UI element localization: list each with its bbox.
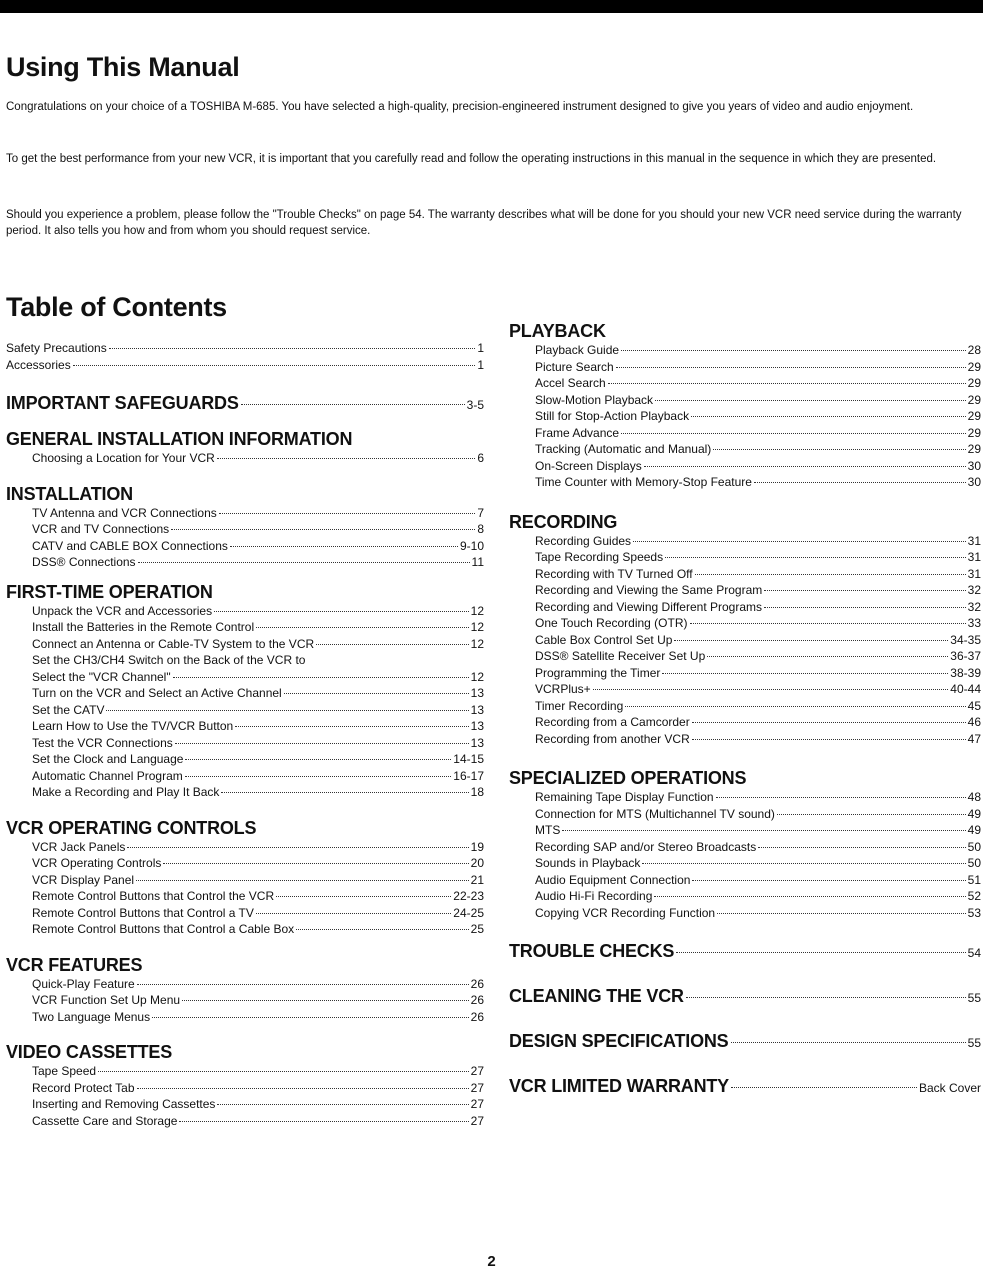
toc-entry[interactable]: VCR Operating Controls 20 xyxy=(32,856,484,870)
toc-entry[interactable]: Playback Guide 28 xyxy=(535,343,981,357)
toc-entry[interactable]: Remote Control Buttons that Control a Cable Box 25 xyxy=(32,922,484,936)
toc-section-first-time-operation xyxy=(6,581,484,801)
toc-entry[interactable]: VCR and TV Connections 8 xyxy=(32,522,484,536)
toc-entry[interactable]: Remote Control Buttons that Control a TV 24-25 xyxy=(32,905,484,920)
top-rule xyxy=(0,0,983,13)
toc-entry[interactable]: VCR Display Panel 21 xyxy=(32,872,484,887)
toc-entry[interactable]: Tape Speed 27 xyxy=(32,1064,484,1078)
section-heading: RECORDING xyxy=(509,511,618,532)
toc-entry[interactable]: Audio Equipment Connection 51 xyxy=(535,872,981,887)
toc-section-recording xyxy=(509,511,981,748)
page-title: Using This Manual xyxy=(6,52,240,82)
section-heading: PLAYBACK xyxy=(509,321,606,341)
toc-entry[interactable]: One Touch Recording (OTR) 33 xyxy=(535,616,981,630)
toc-entry[interactable]: Recording and Viewing the Same Program 32 xyxy=(535,583,981,597)
toc-entry[interactable]: Tracking (Automatic and Manual) 29 xyxy=(535,442,981,456)
toc-entry[interactable]: Record Protect Tab 27 xyxy=(32,1080,484,1095)
toc-entry[interactable]: Cassette Care and Storage 27 xyxy=(32,1113,484,1128)
toc-section-specialized xyxy=(509,767,981,921)
toc-entry[interactable]: Copying VCR Recording Function 53 xyxy=(535,905,981,920)
toc-entry[interactable]: VCRPlus+ 40-44 xyxy=(535,682,981,696)
toc-major-design-specifications[interactable]: DESIGN SPECIFICATIONS 55 xyxy=(509,1031,981,1051)
toc-entry[interactable]: Safety Precautions 1 xyxy=(6,341,484,355)
toc-entry[interactable]: Slow-Motion Playback 29 xyxy=(535,392,981,407)
toc-entry[interactable]: TV Antenna and VCR Connections 7 xyxy=(32,505,484,520)
toc-entry[interactable]: VCR Function Set Up Menu 26 xyxy=(32,993,484,1007)
toc-entry[interactable]: Accel Search 29 xyxy=(535,376,981,390)
section-heading: INSTALLATION xyxy=(6,483,133,504)
section-heading: FIRST-TIME OPERATION xyxy=(6,581,213,602)
toc-entry[interactable]: Tape Recording Speeds 31 xyxy=(535,550,981,564)
toc-major-important-safeguards[interactable]: IMPORTANT SAFEGUARDS 3-5 xyxy=(6,393,484,413)
toc-entry[interactable]: Remaining Tape Display Function 48 xyxy=(535,790,981,804)
toc-entry[interactable]: Recording and Viewing Different Programs 32 xyxy=(535,599,981,614)
toc-major-cleaning[interactable]: CLEANING THE VCR 55 xyxy=(509,986,981,1006)
toc-entry[interactable]: MTS 49 xyxy=(535,823,981,837)
toc-entry[interactable]: Make a Recording and Play It Back 18 xyxy=(32,785,484,799)
toc-entry[interactable]: DSS® Connections 11 xyxy=(32,555,484,569)
toc-entry[interactable]: Recording from another VCR 47 xyxy=(535,731,981,746)
toc-section-general xyxy=(6,428,484,467)
toc-right-column xyxy=(509,320,981,1097)
toc-entry[interactable]: Set the Clock and Language 14-15 xyxy=(32,752,484,766)
toc-entry[interactable]: Automatic Channel Program 16-17 xyxy=(32,768,484,783)
toc-entry[interactable]: Turn on the VCR and Select an Active Channel 13 xyxy=(32,686,484,700)
intro-paragraph-3: Should you experience a problem, please follow the "Trouble Checks" on page 54. The warranty describes what will be done for you should your new VCR need service during the warranty period. It also tells you how and from whom you should request service. xyxy=(6,209,962,237)
toc-major-limited-warranty[interactable]: VCR LIMITED WARRANTY Back Cover xyxy=(509,1076,981,1096)
toc-entry[interactable]: Recording Guides 31 xyxy=(535,533,981,548)
section-heading: SPECIALIZED OPERATIONS xyxy=(509,768,747,788)
toc-entry[interactable]: Connection for MTS (Multichannel TV sound) 49 xyxy=(535,806,981,821)
toc-section-cassettes xyxy=(6,1041,484,1129)
toc-entry[interactable]: Audio Hi-Fi Recording 52 xyxy=(535,889,981,903)
toc-section-playback xyxy=(509,320,981,491)
toc-entry[interactable]: On-Screen Displays 30 xyxy=(535,458,981,473)
toc-entry[interactable]: Test the VCR Connections 13 xyxy=(32,735,484,750)
section-heading: VIDEO CASSETTES xyxy=(6,1042,173,1062)
toc-entry[interactable]: Accessories 1 xyxy=(6,357,484,372)
toc-entry-wrap-line: Set the CH3/CH4 Switch on the Back of the VCR to xyxy=(32,653,306,667)
intro-paragraph-1: Congratulations on your choice of a TOSHIBA M-685. You have selected a high-quality, precision-engineered instrument designed to give you years of video and audio enjoyment. xyxy=(6,101,914,113)
toc-entry[interactable]: Recording from a Camcorder 46 xyxy=(535,715,981,729)
section-heading: VCR FEATURES xyxy=(6,954,143,975)
toc-title: Table of Contents xyxy=(6,292,227,322)
toc-entry[interactable]: Choosing a Location for Your VCR 6 xyxy=(32,451,484,465)
toc-entry[interactable]: Cable Box Control Set Up 34-35 xyxy=(535,632,981,647)
toc-entry[interactable]: Still for Stop-Action Playback 29 xyxy=(535,409,981,423)
toc-entry[interactable]: Set the CATV 13 xyxy=(32,702,484,717)
page-number: 2 xyxy=(487,1253,496,1270)
toc-entry[interactable]: Programming the Timer 38-39 xyxy=(535,665,981,680)
toc-left-column xyxy=(6,340,484,1129)
intro-paragraph-2: To get the best performance from your new VCR, it is important that you carefully read and follow the operating instructions in this manual in the sequence in which they are presented. xyxy=(6,153,937,165)
toc-entry[interactable]: Connect an Antenna or Cable-TV System to the VCR 12 xyxy=(32,636,484,651)
toc-entry[interactable]: Unpack the VCR and Accessories 12 xyxy=(32,603,484,618)
toc-entry[interactable]: Two Language Menus 26 xyxy=(32,1009,484,1024)
toc-entry[interactable]: Frame Advance 29 xyxy=(535,425,981,440)
toc-section-features xyxy=(6,954,484,1026)
toc-entry[interactable]: Quick-Play Feature 26 xyxy=(32,976,484,991)
toc-entry[interactable]: VCR Jack Panels 19 xyxy=(32,839,484,854)
toc-top-entries xyxy=(6,340,484,373)
toc-entry[interactable]: Timer Recording 45 xyxy=(535,698,981,713)
toc-entry[interactable]: Picture Search 29 xyxy=(535,359,981,374)
toc-entry[interactable]: DSS® Satellite Receiver Set Up 36-37 xyxy=(535,649,981,663)
section-heading: VCR OPERATING CONTROLS xyxy=(6,817,257,838)
toc-entry[interactable]: CATV and CABLE BOX Connections 9-10 xyxy=(32,538,484,553)
toc-entry[interactable]: Recording SAP and/or Stereo Broadcasts 50 xyxy=(535,839,981,854)
toc-entry[interactable]: Sounds in Playback 50 xyxy=(535,856,981,870)
toc-entry[interactable]: Install the Batteries in the Remote Control 12 xyxy=(32,620,484,634)
toc-entry[interactable]: Recording with TV Turned Off 31 xyxy=(535,566,981,581)
toc-section-operating-controls xyxy=(6,817,484,938)
toc-major-trouble-checks[interactable]: TROUBLE CHECKS 54 xyxy=(509,941,981,961)
toc-entry[interactable]: Remote Control Buttons that Control the VCR 22-23 xyxy=(32,889,484,903)
toc-section-installation xyxy=(6,483,484,571)
toc-entry[interactable]: Time Counter with Memory-Stop Feature 30 xyxy=(535,475,981,489)
toc-entry[interactable]: Learn How to Use the TV/VCR Button 13 xyxy=(32,719,484,733)
toc-entry[interactable]: Select the "VCR Channel" 12 xyxy=(32,669,484,684)
toc-entry[interactable]: Inserting and Removing Cassettes 27 xyxy=(32,1097,484,1111)
section-heading: GENERAL INSTALLATION INFORMATION xyxy=(6,429,353,449)
